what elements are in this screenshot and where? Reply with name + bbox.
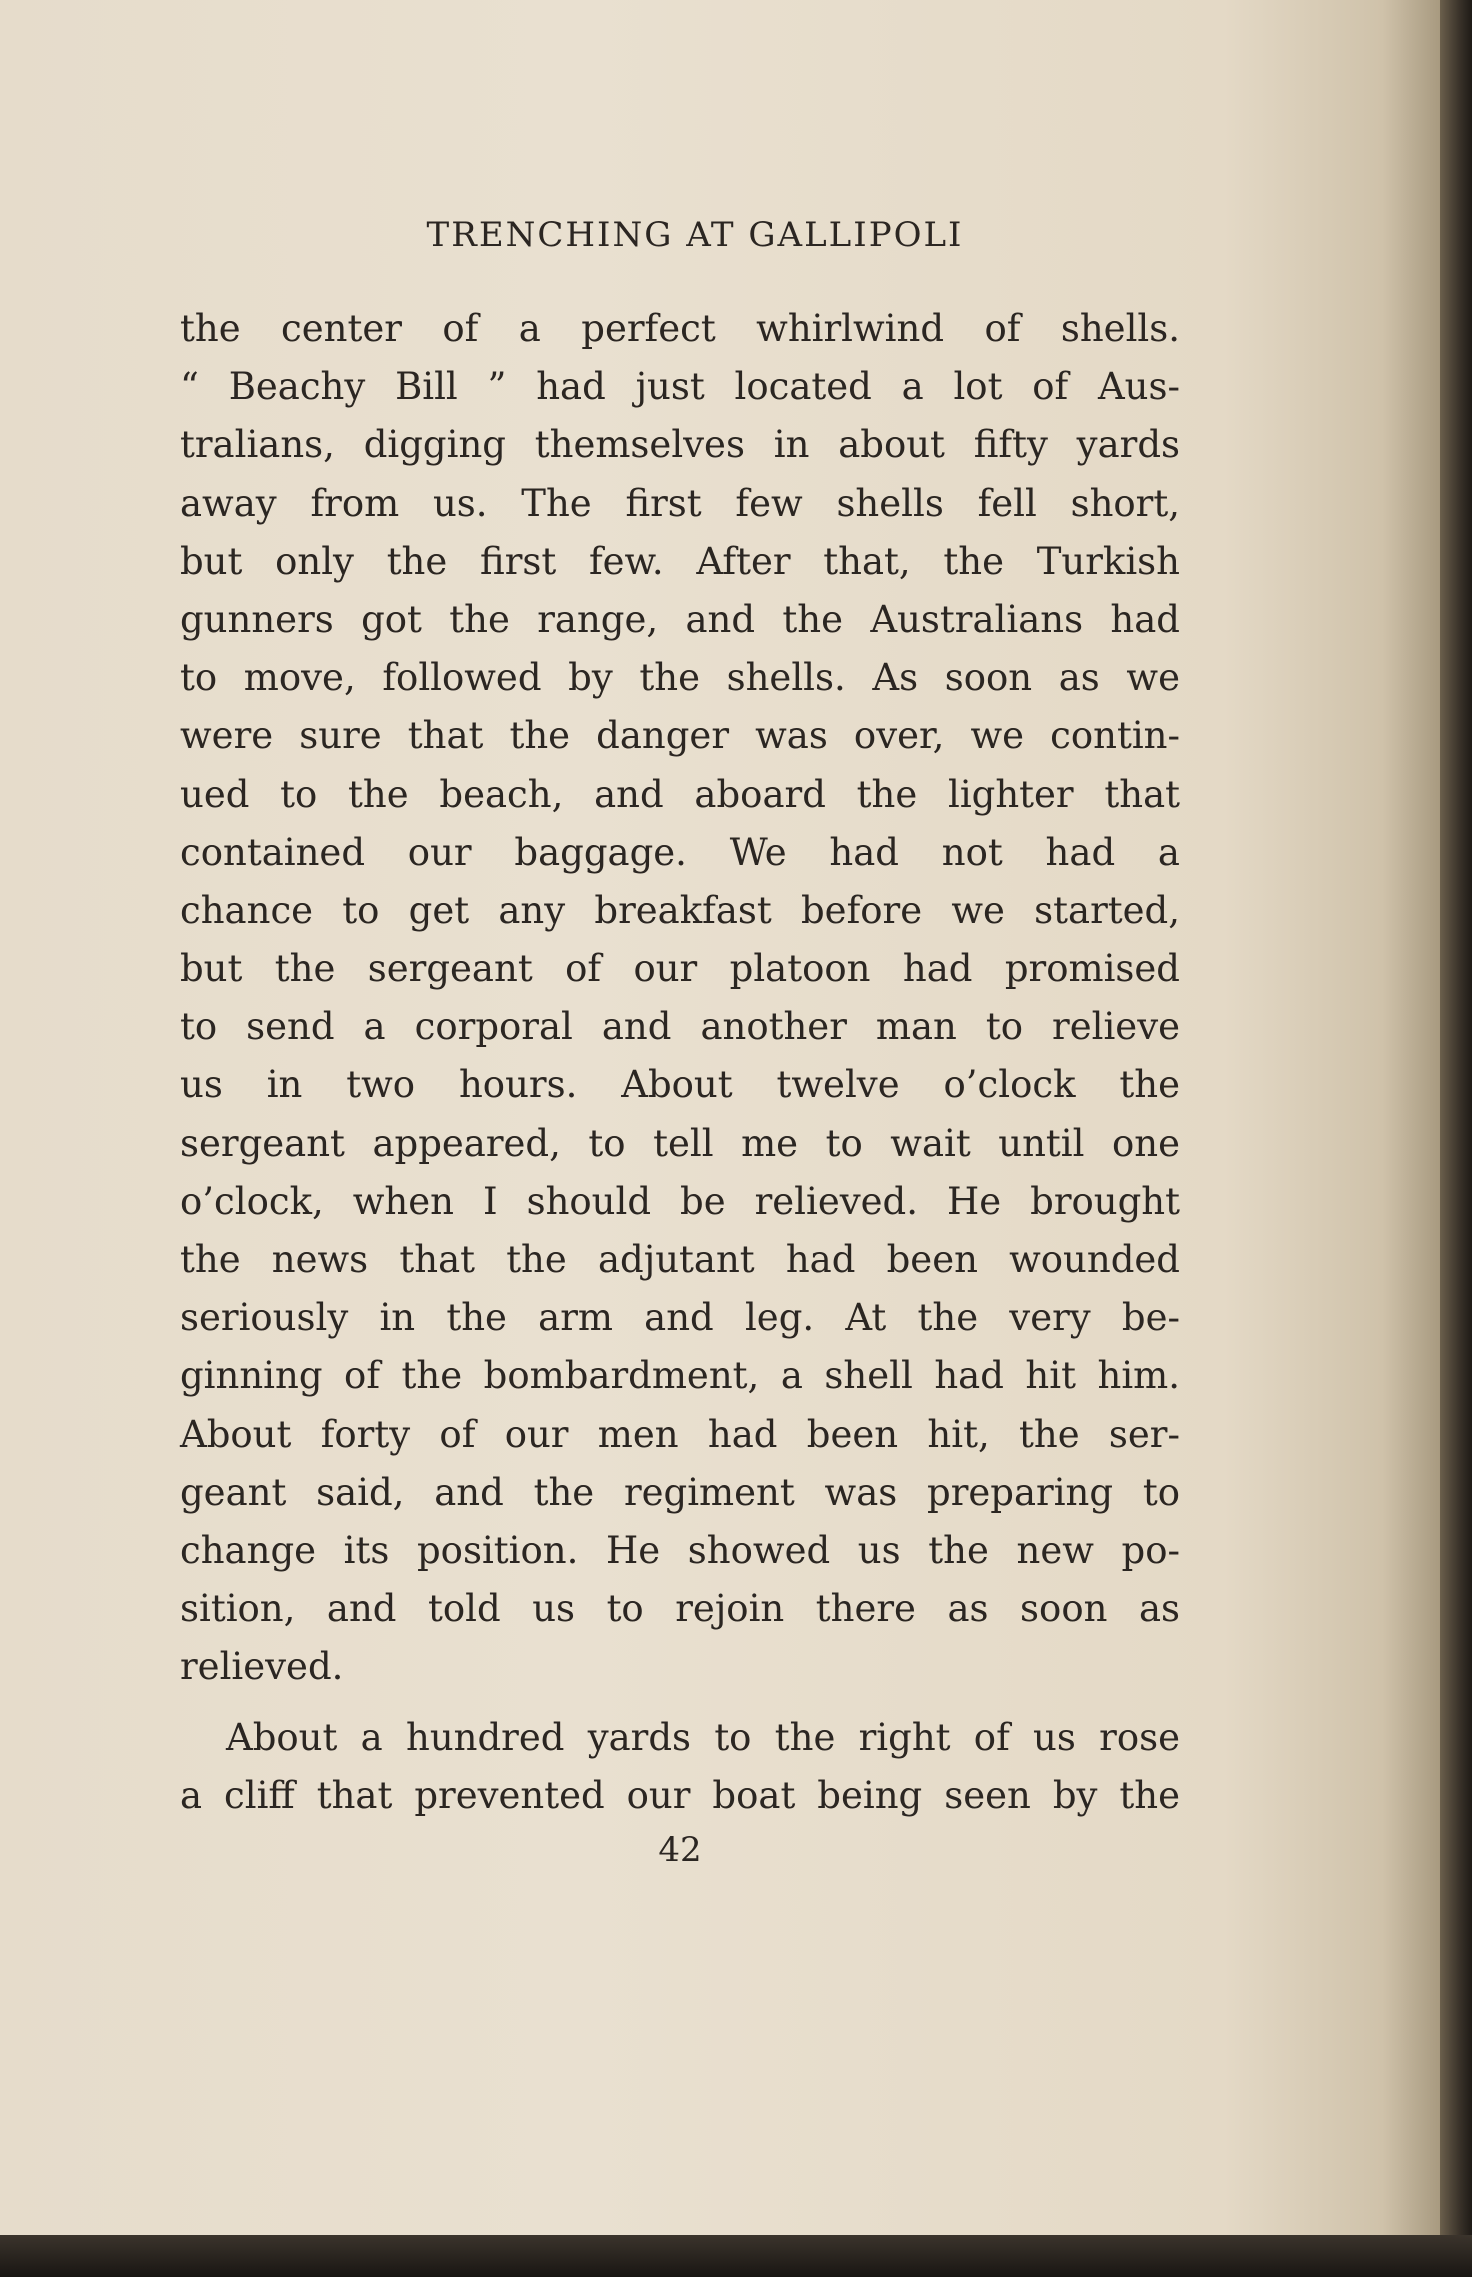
text-line: change its position. He showed us the new po-	[180, 1528, 1180, 1572]
text-line: About a hundred yards to the right of us rose	[226, 1715, 1180, 1759]
text-line: but the sergeant of our platoon had promised	[180, 947, 1180, 991]
text-line: to move, followed by the shells. As soon as we	[180, 656, 1180, 700]
text-line: relieved.	[180, 1645, 344, 1689]
text-line: to send a corporal and another man to relieve	[180, 1005, 1180, 1049]
paragraph-gap	[180, 1697, 1180, 1709]
text-line: ginning of the bombardment, a shell had hit him.	[180, 1354, 1180, 1398]
book-bottom-edge	[0, 2235, 1472, 2277]
text-line: sition, and told us to rejoin there as soon as	[180, 1587, 1180, 1631]
text-line: the news that the adjutant had been wounded	[180, 1238, 1180, 1281]
text-line: contained our baggage. We had not had a	[180, 830, 1180, 874]
text-line: gunners got the range, and the Australians had	[180, 597, 1180, 641]
text-line: but only the first few. After that, the Turkish	[180, 539, 1180, 583]
text-line: tralians, digging themselves in about fifty yards	[180, 423, 1180, 467]
paragraph-1	[180, 300, 1180, 1697]
text-line: seriously in the arm and leg. At the very be-	[180, 1296, 1180, 1340]
page-number: 42	[658, 1830, 702, 1870]
text-line: “ Beachy Bill ” had just located a lot of Aus-	[180, 365, 1180, 409]
body-text	[180, 300, 1180, 1825]
text-line: About forty of our men had been hit, the ser-	[180, 1412, 1180, 1456]
text-line: ued to the beach, and aboard the lighter that	[180, 772, 1180, 816]
text-line: the center of a perfect whirlwind of shells.	[180, 307, 1180, 350]
text-line: were sure that the danger was over, we contin-	[180, 714, 1180, 758]
text-line: chance to get any breakfast before we started,	[180, 888, 1180, 932]
text-line: o’clock, when I should be relieved. He brought	[180, 1179, 1180, 1223]
text-line: us in two hours. About twelve o’clock the	[180, 1063, 1180, 1107]
text-line: geant said, and the regiment was preparing to	[180, 1470, 1180, 1514]
book-spine-edge	[1440, 0, 1472, 2277]
text-line: away from us. The first few shells fell short,	[180, 481, 1180, 525]
text-line: a cliff that prevented our boat being seen by the	[180, 1773, 1180, 1817]
text-line: sergeant appeared, to tell me to wait until one	[180, 1121, 1180, 1165]
paragraph-2	[180, 1709, 1180, 1825]
running-head: TRENCHING AT GALLIPOLI	[426, 215, 964, 255]
